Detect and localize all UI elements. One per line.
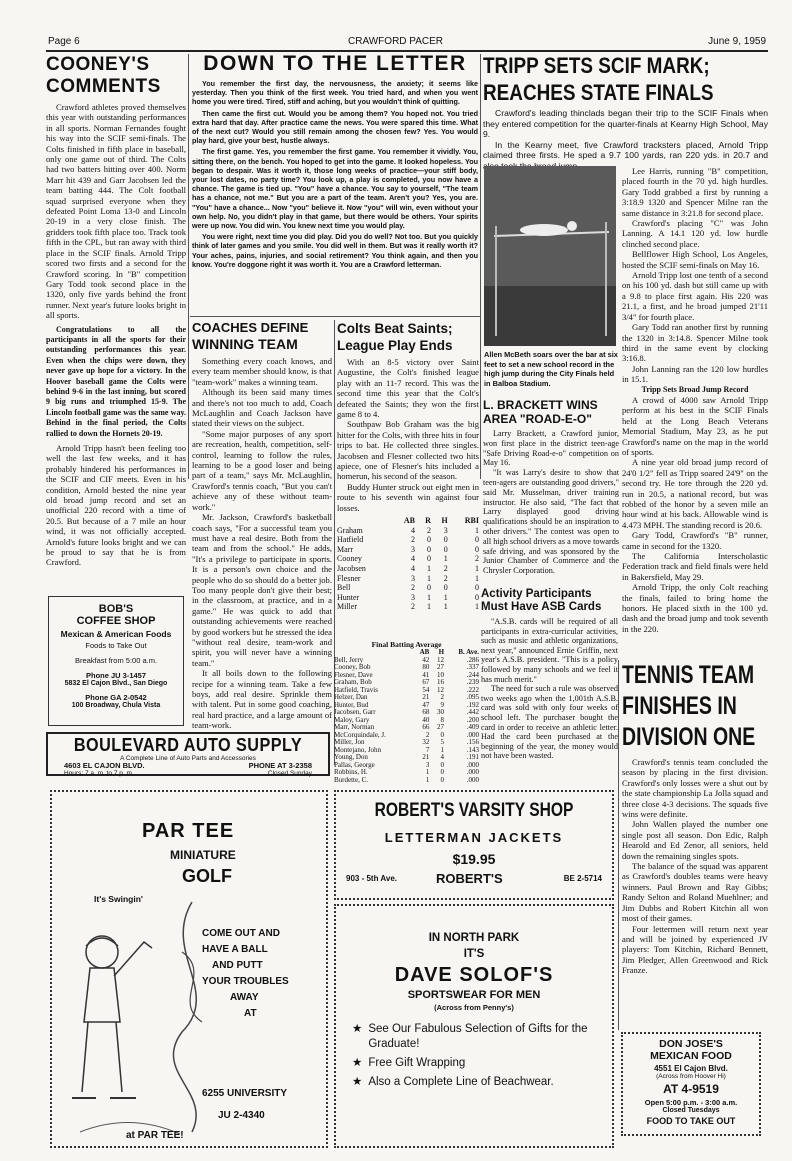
par-tee-footer: at PAR TEE! [126, 1130, 184, 1141]
player-name: Bell [337, 583, 351, 593]
stat: 0 [426, 583, 431, 593]
column-rule [618, 660, 619, 1030]
table-row [337, 583, 479, 593]
cooney-headline [46, 54, 186, 98]
stat: 30 [437, 708, 445, 716]
don-jose-name2: MEXICAN FOOD [650, 1050, 732, 1062]
tripp-paragraph: Crawford's placing "C" was John Lanning. A 14.1 120 yd. low hurdle clinched second place. [622, 218, 768, 249]
stat: 67 [422, 678, 430, 686]
stat: .191 [466, 753, 479, 761]
stat: 1 [425, 768, 430, 776]
asb-headline [481, 588, 618, 614]
cooney-headline-line1: COONEY'S [46, 54, 150, 75]
box-score-col: H [441, 516, 448, 526]
don-jose-ad [621, 1032, 761, 1136]
cooney-paragraph: Congratulations to all the participants in all the sports for their outstanding performances this year. Even when the chips were down, they never gave up hope for a victory. In the Hoover baseball game the Colts were behind 9-6 in the last inning, but scored 9 big runs and triumphed 15-9. The Lincoln football game was the same way. Behind in the final period, the Colts rallied to down the Hornets 20-19. [46, 324, 186, 438]
coaches-paragraph: Mr. Jackson, Crawford's basketball coach says, "For a successful team you must have a real desire. Both from the team and from the school." He adds, "It's a privilege to participate in sports. It is a person's own choice and the people who do so should do a better job. Too many people don't give their best; in the classroom, at practice, and in a game." He was quick to add that outstanding achievements were reached by good workers but he stressed the idea "without real desire, team-work and spirit, you will never have a winning team." [192, 512, 332, 668]
stat: 1 [426, 573, 431, 583]
colts-headline [337, 320, 479, 354]
don-jose-address: 4551 El Cajon Blvd. [654, 1064, 728, 1073]
stat: 4 [411, 525, 416, 535]
coaches-paragraph: Something every coach knows, and every team member should know, is that "team-work" makes a winning team. [192, 356, 332, 387]
stat: 2 [443, 564, 448, 574]
coaches-paragraph: It all boils down to the following recipe for a winning team. Take a few boys, add real desire. Sprinkle them with talent. Put in some good coaching, real hard practice, and a large amount of team-work. [192, 668, 332, 731]
box-score-table [337, 516, 479, 612]
box-score-col: RBI [464, 516, 479, 526]
boulevard-name: BOULEVARD AUTO SUPPLY [73, 735, 303, 755]
stat: 2 [475, 554, 479, 564]
stat: .222 [466, 685, 479, 694]
cooney-headline-line2: COMMENTS [46, 76, 161, 97]
par-tee-ad [50, 790, 328, 1148]
tripp-column-2 [622, 166, 768, 656]
player-name: Graham, Bob [334, 678, 372, 686]
stat: 66 [422, 723, 430, 731]
stat: 0 [475, 535, 479, 545]
tripp-headline-line1: TRIPP SETS SCIF MARK; [483, 53, 710, 78]
stat: 3 [425, 760, 430, 769]
stat: .409 [466, 723, 479, 731]
stat: .442 [466, 708, 479, 716]
high-jump-photo [484, 166, 616, 346]
stat: 0 [475, 544, 479, 554]
par-tee-copy-2: HAVE A BALL [202, 944, 268, 955]
stat: 2 [443, 573, 448, 583]
player-name: Cooney, Bob [334, 663, 371, 671]
stat: 0 [440, 775, 445, 784]
issue-date: June 9, 1959 [708, 36, 766, 47]
don-jose-open: Open 5:00 p.m. - 3:00 a.m. [644, 1098, 738, 1107]
par-tee-sub1: MINIATURE [170, 848, 236, 862]
don-jose-closed: Closed Tuesdays [662, 1107, 720, 1114]
stat: 0 [426, 554, 431, 564]
table-row [337, 593, 479, 603]
stat: 2 [411, 583, 416, 593]
asb-headline-line2: Must Have ASB Cards [481, 601, 602, 613]
stat: 47 [422, 700, 430, 709]
solof-line2: IT'S [463, 948, 485, 960]
coaches-article [192, 320, 332, 765]
stat: 27 [437, 663, 445, 671]
boulevard-auto-ad [46, 732, 330, 776]
tennis-paragraph: Four lettermen will return next year and will be joined by experienced JV players: Tom Kitchin, Richard Bennett, Jim Pledger, Allen Greenwood and Rick Franze. [622, 923, 768, 976]
stat: 1 [443, 554, 448, 564]
stat: 9 [440, 700, 445, 709]
star-icon: ★ [352, 1057, 363, 1069]
batting-average [334, 640, 479, 784]
stat: 1 [443, 602, 448, 612]
tennis-headline-line3: DIVISION ONE [622, 723, 756, 751]
stat: .000 [466, 730, 479, 739]
stat: .095 [466, 693, 479, 701]
stat: 80 [422, 663, 430, 671]
player-name: Flesner [337, 573, 361, 583]
tennis-paragraph: John Wallen played the number one single post all season. Don Edic, Ralph Hearold and Ed Zenor, all seniors, held down the remaining singles spots. [622, 819, 768, 861]
tripp-headline-block [483, 52, 768, 164]
stat: 4 [440, 753, 445, 761]
asb-paragraph: The need for such a rule was observed two weeks ago when the 1,001th A.S.B. card was sold with only four weeks of school left. The purchaser bought the card in order to receive an athletic letter. Had the card been purchased at the beginning of the year, the money would not have been wasted. [481, 684, 618, 761]
player-name: Jacobsen, Garr [334, 708, 376, 716]
stat: 2 [411, 602, 416, 612]
player-name: Helzer, Dan [334, 693, 368, 701]
player-name: Cooney [337, 554, 362, 564]
batting-col: AB [419, 648, 430, 656]
letter-paragraph: The first game. Yes, you remember the first game. You remember it vividly. You, sitting there, on the bench. You hoped to get into the game. It looked hopeless. You began to despair. Was it worth it, those long weeks of practice—your stiff body, your lost dates, no party time? You look up, a play is completed, you now have a chance. The game is tied up. "You" have a chance. You say to yourself, "The team has a chance, not me." But you are a part of the team. Aren't you? Yes, you are. "You" have a chance... Now "you" believe it. Now "you" will win, even without your own help. No, you didn't play in that game, but there would be others. Your spirits were up now. You did win. You knew next time you would play. [192, 147, 478, 231]
colts-paragraph: Southpaw Bob Graham was the big hitter for the Colts, with three hits in four trips to bat. He collected three singles. Jacobsen and Flesner collected two hits apiece, one of Flesner's hits included a homerun, his second of the season. [337, 419, 480, 482]
solof-bullet-text: Free Gift Wrapping [368, 1057, 466, 1069]
solof-sub: SPORTSWEAR FOR MEN [407, 989, 541, 1001]
cooney-paragraph: Crawford athletes proved themselves this year with outstanding performances in all sports. Norman Fernandes fought his way into the SCIF semi-finals. The Colts finished in fifth place in baseball, only one game out of third. The Colts had two batters hitting over 400. Norm Marr hit 439 and Garr Jacobsen led the team batting 444. The Colt football squad surprised everyone when they defeated Point Loma 13-0 and Lincoln 20-19 in a very close finish. The gridders took fifth place too. Track took fifth in the CPL, but ran away with third place in the SCIF finals. Arnold Tripp scored two firsts and a second for the Crawford scoring. In "B" competition Gary Todd took second place in the 1320, only five yards behind the front runner. Next year's future looks bright in all sports. [46, 102, 186, 321]
bobs-name-2: COFFEE SHOP [76, 615, 156, 627]
batting-col: H [438, 648, 445, 656]
stat: .200 [466, 715, 479, 724]
bobs-coffee-ad [48, 596, 184, 726]
stat: 41 [422, 670, 430, 679]
boulevard-address: 4603 EL CAJON BLVD. [64, 761, 145, 770]
bobs-addr2: 100 Broadway, Chula Vista [71, 702, 161, 709]
solof-bullet-text: Also a Complete Line of Beachwear. [368, 1076, 554, 1088]
tripp-paragraph: Gary Todd, Crawford's "B" runner, came in second for the 1320. [622, 530, 768, 551]
tennis-article [622, 660, 768, 1030]
stat: 0 [440, 730, 445, 739]
stat: .244 [466, 670, 479, 679]
tripp-lead: In the Kearny meet, five Crawford tracksters placed, Arnold Tripp claimed three firsts. He sped a 9.7 100 yards, ran 220 yds. in 20.7 and [483, 139, 768, 160]
player-name: Montejano, John [334, 745, 382, 754]
dave-solof-ad [334, 904, 614, 1148]
par-tee-address: 6255 UNIVERSITY [202, 1088, 288, 1099]
stat: .000 [466, 775, 479, 784]
player-name: Robbins, H. [334, 768, 368, 776]
stat: 27 [437, 723, 445, 731]
table-row [337, 602, 479, 612]
player-name: Bell, Jerry [334, 655, 364, 664]
bobs-hours: Breakfast from 5:00 a.m. [74, 656, 158, 665]
stat: 0 [443, 535, 448, 545]
solof-bullet-3 [352, 1075, 600, 1090]
coaches-headline-line2: WINNING TEAM [192, 336, 298, 352]
stat: .286 [466, 655, 479, 664]
par-tee-title: PAR TEE [142, 820, 235, 842]
player-name: McCorquindale, J. [334, 730, 386, 739]
don-jose-takeout: FOOD TO TAKE OUT [646, 1116, 736, 1126]
table-row [337, 554, 479, 564]
batting-col: B. Ave. [458, 648, 479, 656]
stat: 7 [425, 745, 430, 754]
letter-paragraph: You remember the first day, the nervousness, the anxiety; it seems like yesterday. Then you think of the first week. You tried hard, and when you went home you were tired. Tired, stiff and aching, but you wouldn't think of quitting. [192, 79, 478, 107]
don-jose-across: (Across from Hoover Hi) [656, 1073, 726, 1080]
stat: 0 [440, 760, 445, 769]
letter-paragraph: You were right, next time you did play. Did you do well? Not too. But you quickly think of later games and you smile. You did well in them. But was it really worth it? Your aches, pains, injuries, and social retirement? You think again, and then you know. You're doggone right it was worth it. You are a Crawford letterman. [192, 232, 478, 269]
stat: 1 [475, 525, 479, 535]
stat: 12 [437, 655, 445, 664]
table-row [337, 526, 479, 536]
stat: .000 [466, 760, 479, 769]
stat: 1 [426, 564, 431, 574]
stat: 32 [422, 738, 430, 746]
stat: 68 [422, 708, 430, 716]
stat: 0 [475, 583, 479, 593]
bobs-line2: Foods to Take Out [85, 641, 147, 650]
player-name: Hatfield, Travis [334, 685, 378, 694]
stat: .192 [466, 700, 479, 709]
player-name: Burdette, C. [334, 775, 369, 784]
stat: 2 [411, 535, 416, 545]
tripp-subhead: Tripp Sets Broad Jump Record [641, 384, 749, 394]
solof-bullet-1 [352, 1022, 600, 1052]
star-icon: ★ [352, 1076, 363, 1088]
stat: 1 [440, 745, 445, 754]
stat: 1 [426, 592, 431, 602]
star-icon: ★ [352, 1023, 363, 1035]
stat: .337 [466, 663, 479, 671]
don-jose-phone: AT 4-9519 [663, 1082, 719, 1096]
tripp-paragraph: John Lanning ran the 120 low hurdles in 15.1. [622, 363, 768, 385]
tennis-paragraph: Crawford's tennis team concluded the season by placing in the first division. Crawford's only losses were a shut out by the state championship La Jolla squad and three close 4-3 decisions. The squads five wins were definite. [622, 757, 768, 820]
roberts-title: ROBERT'S VARSITY SHOP [374, 800, 574, 821]
batting-average-title: Final Batting Average [371, 640, 442, 649]
coaches-paragraph: "Some major purposes of any sport are recreation, health, competition, self-control, learning to follow the rules, learning to be a good loser and being part of a team," says Mr. McLaughlin, Crawford's tennis coach, "But you can't achieve any of these without team-work." [192, 428, 332, 512]
tripp-paragraph: Bellflower High School, Los Angeles, hosted the SCIF semi-finals on May 16. [622, 249, 768, 270]
stat: 4 [411, 564, 416, 574]
roberts-varsity-ad [334, 790, 614, 900]
tripp-paragraph: Arnold Tripp, the only Colt reaching the finals, failed to bring home the honors. He placed sixth in the 100 yd. dash and the broad jump and took seventh in the 220. [622, 582, 768, 634]
player-name: Marr [337, 544, 353, 554]
player-name: Jacobsen [337, 564, 366, 574]
page-number: Page 6 [48, 36, 80, 47]
stat: 0 [426, 544, 431, 554]
coaches-paragraph: Although its been said many times and there's not too much to add, Coach McLaughlin and Coach Jackson have stated their views on the subject. [192, 387, 332, 429]
roberts-address: 903 - 5th Ave. [346, 874, 397, 883]
tennis-headline-line1: TENNIS TEAM [622, 661, 755, 689]
solof-name: DAVE SOLOF'S [394, 964, 554, 986]
roberts-jackets: LETTERMAN JACKETS [384, 830, 564, 845]
par-tee-copy-1: COME OUT AND [202, 928, 280, 939]
par-tee-copy-4: YOUR TROUBLES [202, 976, 289, 987]
player-name: Hunter [337, 592, 360, 602]
tripp-paragraph: The California Interscholastic Federation track and field finals were held in Bakersfield, May 29. [622, 551, 768, 582]
brackett-headline-line2: AREA "ROAD-E-O" [483, 412, 592, 426]
stat: 2 [426, 525, 431, 535]
stat: 21 [422, 753, 430, 761]
solof-bullet-text: See Our Fabulous Selection of Gifts for the Graduate! [368, 1023, 588, 1050]
stat: 1 [443, 592, 448, 602]
asb-paragraph: "A.S.B. cards will be required of all participants in extra-curricular activities, such as music and athletic organizations, next year," announced Ernie Griffin, next year's A.S.B. president. "This is a policy followed by many schools and we feel it has much merit." [481, 617, 618, 684]
coaches-headline-line1: COACHES DEFINE [192, 320, 309, 335]
roberts-phone: BE 2-5714 [563, 874, 602, 883]
brackett-headline [483, 398, 619, 426]
player-name: Young, Don [334, 753, 368, 761]
par-tee-copy-3: AND PUTT [212, 960, 263, 971]
stat: .143 [466, 745, 479, 754]
table-row [337, 535, 479, 545]
tripp-paragraph: A nine year old broad jump record of 24'0 1/2" fell as Tripp soared 24'9" on the second try. He tore through the 220 yd. run in 20.5, a national record, but was robbed of the honor by a seven mile an hour wind at his back. Allowable wind is 4.473 MPH. The standing record is 20.6. [622, 457, 768, 530]
tripp-headline-line2: REACHES STATE FINALS [483, 80, 714, 105]
photo-caption: Allen McBeth soars over the bar at six feet to set a new school record in the high jump during the City Finals held in Balboa Stadium. [484, 350, 618, 388]
stat: 3 [411, 573, 416, 583]
tennis-headline-line2: FINISHES IN [622, 692, 737, 720]
colts-headline-line1: Colts Beat Saints; [337, 321, 453, 336]
coaches-headline [192, 320, 332, 353]
stat: 16 [437, 678, 445, 686]
boulevard-closed: Closed Sunday [267, 770, 312, 777]
table-row [337, 574, 479, 584]
stat: 1 [475, 602, 479, 612]
tennis-paragraph: The balance of the squad was apparent as Crawford's doubles teams were heavy winners. Paul Brown and Ray Gibbs; Randy Selton and Roland Muehlner; and Jim Dubbs and Robert Kitchin all won most of their games. [622, 861, 768, 924]
stat: 0 [440, 768, 445, 776]
batting-average-table [334, 649, 479, 784]
asb-headline-line1: Activity Participants [481, 588, 592, 600]
stat: 0 [443, 544, 448, 554]
table-row [334, 777, 479, 785]
tripp-paragraph: Gary Todd ran another first by running the 1320 in 3:14.8. Spencer Milne took third in the same event by clocking 3:16.8. [622, 322, 768, 364]
tennis-headline [622, 660, 770, 753]
par-tee-copy-5: AWAY [230, 992, 259, 1003]
solof-line1: IN NORTH PARK [428, 932, 520, 944]
stat: 3 [411, 592, 416, 602]
player-name: Marr, Norman [334, 723, 375, 731]
tripp-lead: Crawford's leading thinclads began their trip to the SCIF Finals when they entered competition for the quarter-finals at Kearny High School, May 9. [483, 108, 768, 139]
par-tee-phone: JU 2-4340 [218, 1110, 265, 1121]
brackett-article [483, 398, 619, 590]
tripp-paragraph: A crowd of 4000 saw Arnold Tripp perform at his best in the SCIF Finals held at the Long Beach Veterans Memorial Stadium, May 23, as he put Crawford's name on the map in the world of sports. [622, 394, 768, 457]
player-name: Hunter, Bud [334, 700, 369, 709]
boulevard-phone: PHONE AT 3-2358 [248, 761, 312, 770]
bobs-phone1: Phone JU 3-1457 [85, 671, 147, 680]
brackett-headline-line1: L. BRACKETT WINS [483, 398, 598, 412]
par-tee-swing: It's Swingin' [94, 894, 143, 904]
colts-paragraph: With an 8-5 victory over Saint Augustine, the Colt's finished league play with an 11-7 record. This was the second time this year that the Colt's defeated the Saints; they won the first game 8 to 4. [337, 357, 479, 420]
bobs-name: BOB'S [98, 603, 134, 615]
tripp-paragraph: Arnold Tripp lost one tenth of a second on his 100 yd. dash but still came up with a 9.8 to place first again. His 220 was 21.1, a first, and he broad jumped 21'11 3/4" for fourth place. [622, 270, 768, 322]
boulevard-tagline: A Complete Line of Auto Parts and Accessories [120, 755, 256, 762]
stat: 54 [422, 685, 430, 694]
player-name: Pallas, George [334, 760, 375, 769]
stat: 0 [443, 583, 448, 593]
stat: 0 [475, 592, 479, 602]
player-name: Miller, Jon [334, 738, 365, 746]
stat: 0 [426, 535, 431, 545]
par-tee-copy-6: AT [244, 1008, 257, 1019]
roberts-price: $19.95 [452, 851, 496, 867]
bobs-phone2: Phone GA 2-0542 [85, 693, 147, 702]
player-name: Maloy, Gary [334, 715, 370, 724]
stat: 1 [475, 573, 479, 583]
stat: 1 [425, 775, 430, 784]
solof-bullet-2 [352, 1056, 600, 1071]
tripp-paragraph: Lee Harris, running "B" competition, placed fourth in the 70 yd. high hurdles. Gary Todd grabbed a first by running a 3:18.9 1320 and Spencer Milne ran the same distance in 3:21.8 for second place. [622, 166, 768, 218]
letter-headline: DOWN TO THE LETTER [203, 52, 467, 75]
solof-across: (Across from Penny's) [434, 1003, 514, 1012]
colts-headline-line2: League Play Ends [337, 338, 453, 353]
table-row [337, 545, 479, 555]
letter-bottom-rule [190, 316, 480, 317]
tripp-headline [483, 52, 769, 106]
par-tee-sub2: GOLF [182, 866, 232, 886]
stat: 1 [426, 602, 431, 612]
stat: 8 [440, 715, 445, 724]
stat: .156 [466, 738, 479, 746]
stat: 2 [440, 693, 445, 701]
stat: 42 [422, 655, 430, 664]
bobs-line1: Mexican & American Foods [60, 629, 172, 639]
stat: 10 [437, 670, 445, 679]
stat: 5 [440, 738, 445, 746]
brackett-paragraph: Larry Brackett, a Crawford junior, won first place in the district teen-age "Safe Driving Road-e-o" competition on May 16. [483, 429, 619, 468]
brackett-paragraph: "It was Larry's desire to show that teen-agers are outstanding good drivers," said Mr. Musselman, driver training instructor. He also said, "The fact that Larry displayed good driving qualifications should be an inspiration to other drivers." The contest was open to all high school drivers as a move towards safe driving, and was sponsored by the Junior Chamber of Commerce and the Chrysler Corporation. [483, 468, 619, 576]
cooney-article [46, 54, 186, 614]
player-name: Hatfield [337, 535, 364, 545]
letter-paragraph: Then came the first cut. Would you be among them? You hoped not. You tried extra hard that day. After practice came the news. You were spared this time. What of the next cut? Would you still remain among the chosen few? Yes. You would play hard, give your best, hustle always. [192, 108, 478, 146]
colts-paragraph: Buddy Hunter struck out eight men in route to his seventh win against four losses. [337, 481, 479, 513]
column-rule [480, 54, 481, 479]
box-score-col: AB [403, 516, 416, 526]
don-jose-name1: DON JOSE'S [659, 1038, 723, 1050]
asb-article [481, 588, 618, 768]
box-score-header [337, 516, 479, 526]
stat: 40 [422, 715, 430, 724]
stat: 3 [411, 544, 416, 554]
high-jump-image [484, 166, 616, 346]
player-name: Graham [337, 525, 363, 535]
player-name: Miller [337, 602, 357, 612]
stat: 2 [425, 730, 430, 739]
stat: 4 [411, 554, 416, 564]
stat: 1 [475, 564, 479, 574]
bobs-addr1: 5832 El Cajon Blvd., San Diego [64, 680, 168, 687]
stat: 3 [443, 525, 448, 535]
column-rule [188, 54, 189, 479]
stat: .239 [466, 678, 479, 686]
boulevard-hours: Hours: 7 a. m. to 7 p. m. [64, 770, 134, 777]
table-row [337, 564, 479, 574]
cooney-paragraph: Arnold Tripp hasn't been feeling too well the last few weeks, and it has probably hindered his performances in the SCIF and CIF meets. Even in his condition, Arnold bested the nine year old broad jump record and set an unofficial 220 record with a time of 20.5. But because of a 7 mile an hour wind, it was not officially accepted. Arnold's future looks bright and we can be proud to say that he is from Crawford. [46, 443, 186, 568]
box-score-col: R [425, 516, 431, 526]
stat: 12 [437, 685, 445, 694]
paper-name: CRAWFORD PACER [348, 36, 443, 47]
stat: 21 [422, 693, 430, 701]
roberts-name: ROBERT'S [436, 871, 503, 886]
stat: .000 [466, 768, 479, 776]
masthead [48, 36, 766, 50]
letter-article [192, 52, 478, 314]
player-name: Flesner, Dave [334, 670, 373, 679]
